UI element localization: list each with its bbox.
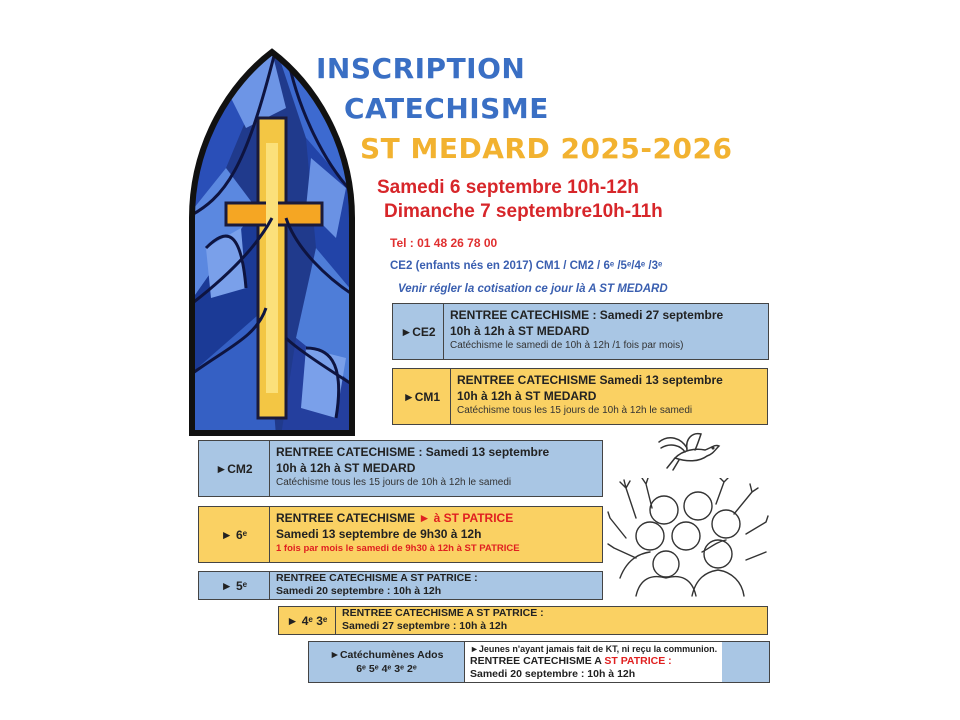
session-location-highlight: ► à ST PATRICE	[418, 511, 514, 525]
stained-glass-window	[186, 48, 358, 436]
session-ados	[308, 641, 770, 683]
session-line1: RENTREE CATECHISME Samedi 13 septembre	[457, 373, 723, 387]
session-line1: RENTREE CATECHISME : Samedi 13 septembre	[276, 445, 550, 459]
session-6e	[198, 506, 603, 563]
date-saturday: Samedi 6 septembre 10h-12h	[377, 177, 639, 198]
session-note: Catéchisme tous les 15 jours de 10h à 12h le samedi	[276, 477, 512, 488]
session-line1: RENTREE CATECHISME A ST PATRICE :	[342, 607, 544, 619]
session-cm2	[198, 440, 603, 497]
session-line1	[276, 510, 520, 526]
session-note: 1 fois par mois le samedi de 9h30 à 12h à ST PATRICE	[276, 543, 520, 554]
session-cm1	[392, 368, 768, 425]
session-line2: 10h à 12h à ST MEDARD	[276, 461, 416, 475]
session-line2: Samedi 27 septembre : 10h à 12h	[342, 620, 508, 632]
session-label: ►CM1	[393, 369, 451, 424]
session-line2: Samedi 20 septembre : 10h à 12h	[470, 668, 636, 680]
session-4e-3e	[278, 606, 768, 635]
session-note: Catéchisme le samedi de 10h à 12h /1 fois par mois)	[450, 340, 684, 351]
session-label: ►CM2	[199, 441, 270, 496]
session-line1	[470, 655, 717, 668]
session-5e	[198, 571, 603, 600]
title-inscription: INSCRIPTION	[316, 52, 526, 85]
session-line1-text: RENTREE CATECHISME	[276, 511, 419, 525]
session-line2: 10h à 12h à ST MEDARD	[457, 389, 597, 403]
session-line2: 10h à 12h à ST MEDARD	[450, 324, 590, 338]
session-label-classes: 6ᵉ 5ᵉ 4ᵉ 3ᵉ 2ᵉ	[356, 663, 417, 675]
session-label-title: ►Catéchumènes Ados	[329, 649, 444, 661]
title-catechisme: CATECHISME	[344, 92, 549, 125]
dove-icon	[655, 428, 723, 472]
session-label: ► 6ᵉ	[199, 507, 270, 562]
session-label	[309, 642, 465, 682]
praising-people-illustration	[606, 478, 770, 600]
session-note: ►Jeunes n'ayant jamais fait de KT, ni reçu la communion.	[470, 644, 718, 654]
session-line1-text: RENTREE CATECHISME A	[470, 655, 605, 667]
session-note: Catéchisme tous les 15 jours de 10h à 12h le samedi	[457, 405, 693, 416]
session-ce2	[392, 303, 769, 360]
session-label: ► 4ᵉ 3ᵉ	[279, 607, 336, 634]
classes-list: CE2 (enfants nés en 2017) CM1 / CM2 / 6ᵉ /5ᵉ/4ᵉ /3ᵉ	[390, 260, 663, 272]
session-line2: Samedi 20 septembre : 10h à 12h	[276, 585, 442, 597]
date-sunday: Dimanche 7 septembre10h-11h	[384, 201, 663, 222]
session-line2: Samedi 13 septembre de 9h30 à 12h	[276, 527, 482, 541]
title-st-medard: ST MEDARD 2025-2026	[360, 132, 733, 165]
session-line1: RENTREE CATECHISME A ST PATRICE :	[276, 572, 478, 584]
session-label: ► 5ᵉ	[199, 572, 270, 599]
session-location-highlight: ST PATRICE :	[604, 655, 672, 667]
session-line1: RENTREE CATECHISME : Samedi 27 septembre	[450, 308, 724, 322]
phone-number: Tel : 01 48 26 78 00	[390, 236, 498, 250]
payment-note: Venir régler la cotisation ce jour là A ST MEDARD	[398, 283, 668, 295]
session-label: ►CE2	[393, 304, 444, 359]
